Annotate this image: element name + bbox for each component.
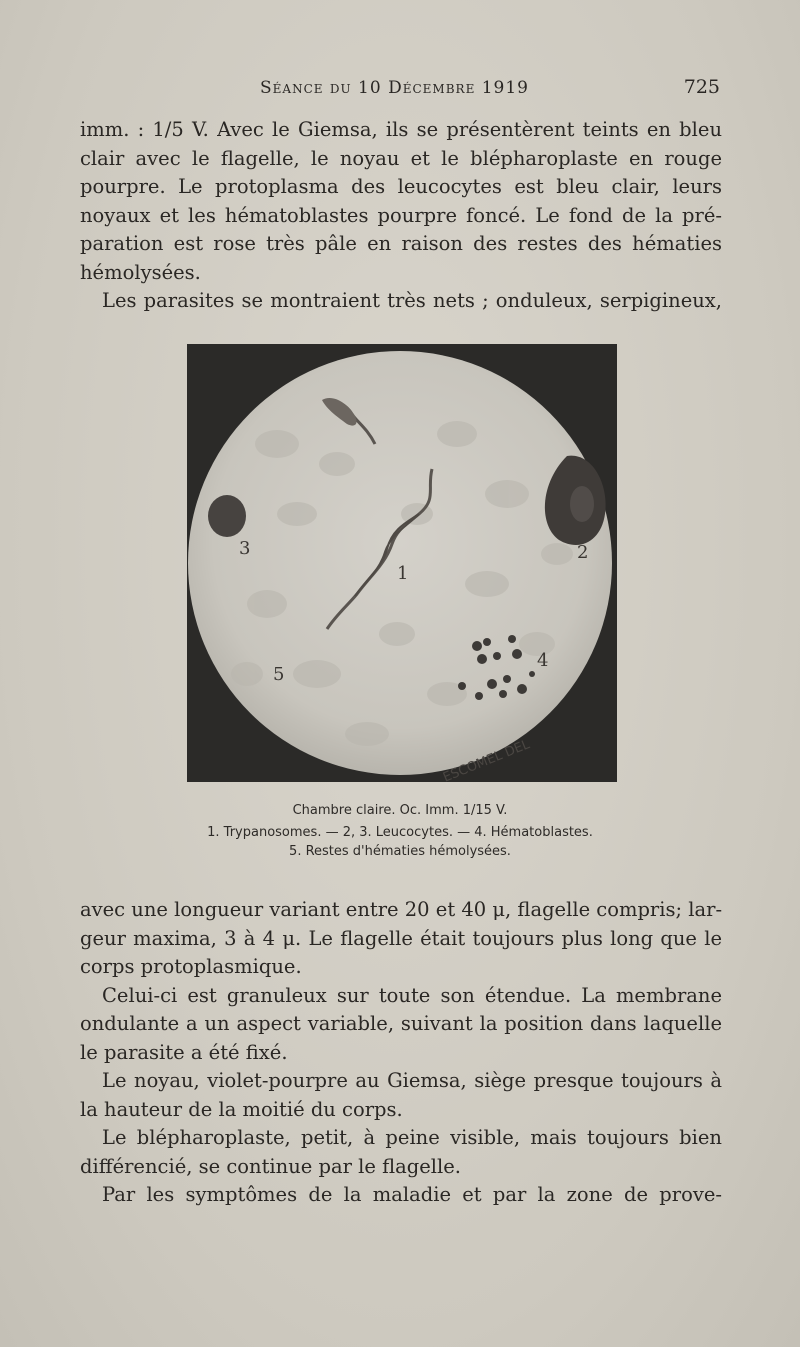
caption-line: Chambre claire. Oc. Imm. 1/15 V. [292,803,508,818]
figure-label-5: 5 [273,664,285,685]
body-text-bottom [80,896,722,1210]
artist-signature: ESCOMEL DEL [441,737,532,782]
text-line: noyaux et les hématoblastes pourpre foncé. Le fond de la pré- [80,203,722,227]
text-line: la hauteur de la moitié du corps. [80,1097,403,1121]
text-line: geur maxima, 3 à 4 μ. Le flagelle était toujours plus long que le [80,926,722,950]
running-title: Séance du 10 Décembre 1919 [260,78,529,98]
microscope-figure [187,344,617,782]
body-text-top [80,116,722,316]
text-line: le parasite a été fixé. [80,1040,288,1064]
figure-label-2: 2 [577,542,589,563]
caption-line: 5. Restes d'hématies hémolysées. [289,844,511,859]
text-line: hémolysées. [80,260,201,284]
text-line: différencié, se continue par le flagelle. [80,1154,461,1178]
microscope-field-illustration [187,344,617,782]
text-line: clair avec le flagelle, le noyau et le blépharoplaste en rouge [80,146,722,170]
caption-line: 1. Trypanosomes. — 2, 3. Leucocytes. — 4. Hématoblastes. [207,825,593,840]
figure-label-3: 3 [239,538,251,559]
figure-caption [80,801,720,861]
figure-label-4: 4 [537,650,549,671]
text-line: Par les symptômes de la maladie et par la zone de prove- [102,1183,722,1206]
text-line: Le blépharoplaste, petit, à peine visible, mais toujours bien [102,1126,722,1149]
text-line: paration est rose très pâle en raison des restes des hématies [80,232,722,255]
text-line: avec une longueur variant entre 20 et 40 μ, flagelle compris; lar- [80,898,723,921]
text-line: Le noyau, violet-pourpre au Giemsa, siège presque toujours à [102,1069,722,1092]
text-line: Les parasites se montraient très nets ; onduleux, serpigineux, [102,289,722,312]
page-number: 725 [683,76,720,98]
text-line: ondulante a un aspect variable, suivant la position dans laquelle [80,1012,722,1035]
text-line: Celui-ci est granuleux sur toute son étendue. La membrane [102,983,722,1007]
figure-label-1: 1 [397,563,409,584]
leucocyte-3 [208,495,246,537]
text-line: pourpre. Le protoplasma des leucocytes est bleu clair, leurs [80,175,722,198]
running-head [80,74,720,104]
text-line: imm. : 1/5 V. Avec le Giemsa, ils se présentèrent teints en bleu [80,118,722,141]
text-line: corps protoplasmique. [80,955,302,978]
